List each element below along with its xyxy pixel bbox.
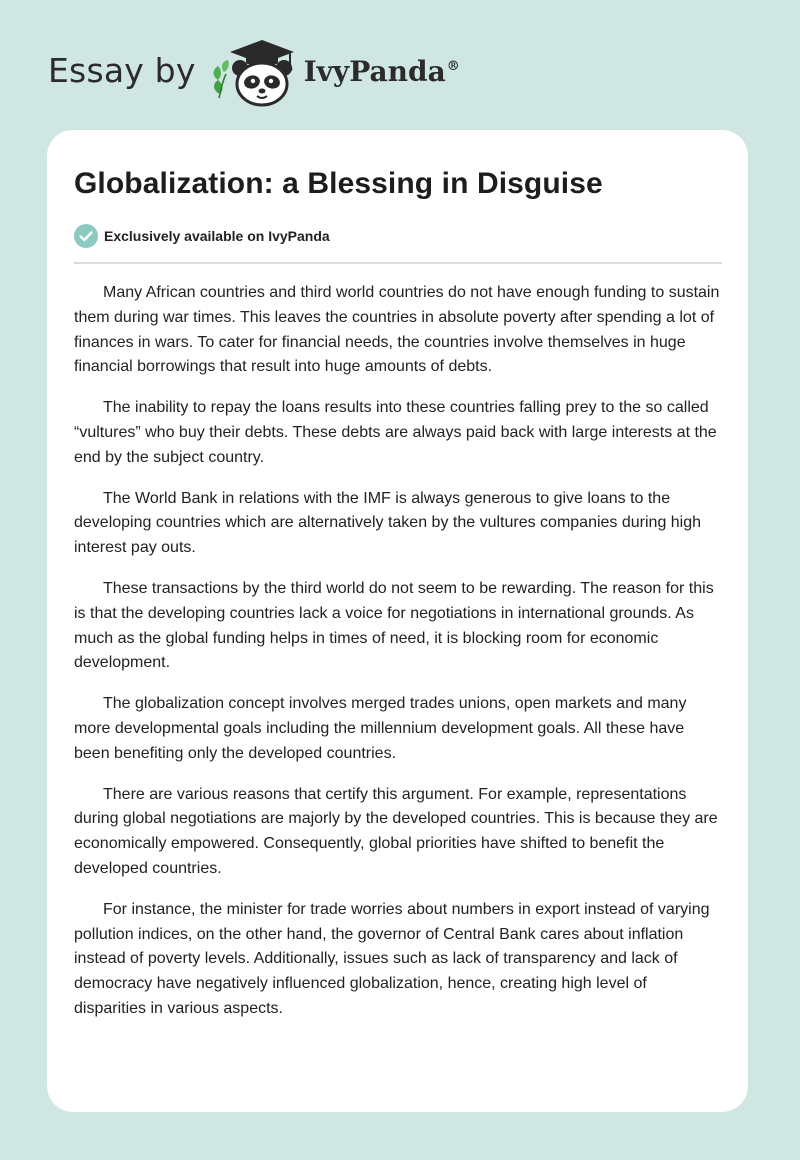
brand-header	[48, 36, 460, 108]
brand-prefix: Essay by	[48, 50, 196, 90]
essay-body	[74, 281, 722, 1022]
paragraph: The globalization concept involves merged trades unions, open markets and many more developmental goals including the millennium development goals. All these have been benefiting only the developed countries.	[74, 695, 687, 762]
paragraph: For instance, the minister for trade worries about numbers in export instead of varying pollution indices, on the other hand, the governor of Central Bank cares about inflation instead of poverty levels. Additionally, issues such as lack of transparency and lack of democracy have negatively influenced globalization, hence, creating high level of disparities in various aspects.	[74, 900, 710, 1017]
check-circle-icon	[74, 224, 98, 248]
paragraph: The inability to repay the loans results into these countries falling prey to the so called “vultures” who buy their debts. These debts are always paid back with large interests at the end by the subject country.	[74, 399, 717, 466]
registered-mark: ®	[446, 59, 460, 75]
paragraph: The World Bank in relations with the IMF is always generous to give loans to the developing countries which are alternatively taken by the vultures companies during high interest pay outs.	[74, 489, 702, 557]
divider	[74, 262, 722, 264]
page-title: Globalization: a Blessing in Disguise	[74, 167, 603, 200]
brand-name: IvyPanda®	[303, 54, 460, 88]
paragraph: There are various reasons that certify this argument. For example, representations during global negotiations are majorly by the developed countries. This is because they are economically empowered. Consequently, global priorities have shifted to benefit the developed countries.	[74, 785, 718, 877]
badge-label: Exclusively available on IvyPanda	[104, 228, 330, 244]
availability-badge	[74, 222, 722, 250]
paragraph: These transactions by the third world do not seem to be rewarding. The reason for this is that the developing countries lack a voice for negotiations in international grounds. As much as the global funding helps in times of need, it is blocking room for economic development.	[74, 579, 714, 672]
panda-graduate-icon	[210, 36, 302, 108]
paragraph: Many African countries and third world countries do not have enough funding to sustain them during war times. This leaves the countries in absolute poverty after spending a lot of finances in wars. To cater for financial needs, the countries involve themselves in huge financial borrowings that result into huge amounts of debts.	[74, 284, 720, 376]
essay-card	[47, 130, 748, 1112]
